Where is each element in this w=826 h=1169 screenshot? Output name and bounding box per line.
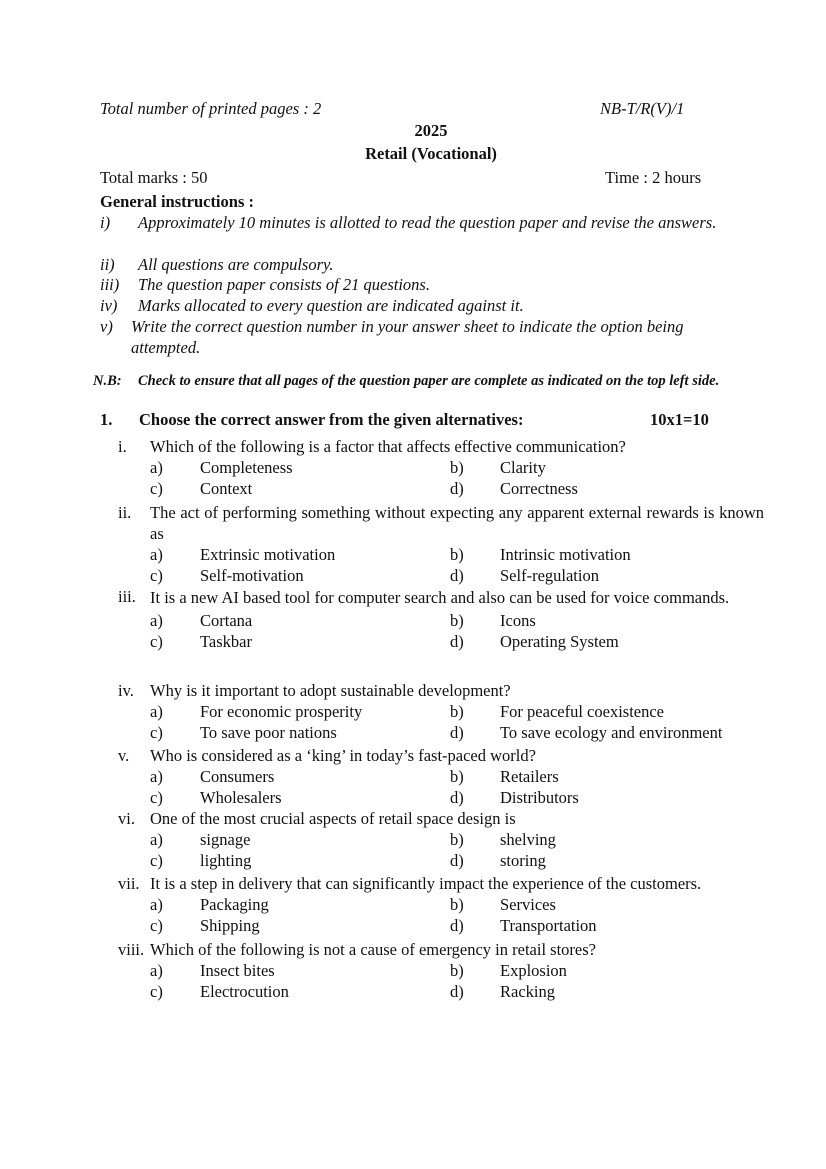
options-row — [150, 981, 764, 1002]
instruction-text: Write the correct question number in your answer sheet to indicate the option being attempted. — [131, 317, 684, 357]
option-letter: c) — [150, 566, 163, 585]
time-allowed: Time : 2 hours — [605, 168, 702, 187]
option-letter: d) — [450, 566, 464, 585]
question-number: vi. — [118, 809, 135, 828]
printed-pages-note: Total number of printed pages : 2 — [100, 99, 322, 118]
question-item — [118, 745, 764, 808]
option-text: shelving — [500, 830, 556, 849]
option-text: To save ecology and environment — [500, 723, 723, 742]
options-row — [150, 915, 764, 936]
question-text: One of the most crucial aspects of retail space design is — [150, 809, 516, 828]
options-row — [150, 787, 764, 808]
option-text: Icons — [500, 611, 536, 630]
option-letter: d) — [450, 851, 464, 870]
question-item — [118, 939, 764, 1002]
option-letter: b) — [450, 961, 464, 980]
option-text: Retailers — [500, 767, 559, 786]
question-number: iv. — [118, 681, 134, 700]
options-row — [150, 701, 764, 722]
instruction-item — [100, 295, 762, 316]
question-item — [118, 436, 764, 499]
option-text: Context — [200, 479, 253, 498]
nb-note — [93, 372, 783, 391]
option-letter: d) — [450, 982, 464, 1001]
question-text: It is a step in delivery that can significantly impact the experience of the customers. — [150, 874, 702, 893]
option-text: Distributors — [500, 788, 579, 807]
instruction-number: iv) — [100, 296, 118, 315]
option-text: signage — [200, 830, 251, 849]
section-number: 1. — [100, 410, 113, 429]
instruction-item — [100, 274, 762, 295]
option-letter: a) — [150, 702, 163, 721]
question-text: Who is considered as a ‘king’ in today’s fast-paced world? — [150, 746, 536, 765]
option-letter: c) — [150, 982, 163, 1001]
option-text: For economic prosperity — [200, 702, 363, 721]
options-row — [150, 766, 764, 787]
option-text: Explosion — [500, 961, 567, 980]
options-row — [150, 829, 764, 850]
option-text: Packaging — [200, 895, 269, 914]
option-letter: a) — [150, 545, 163, 564]
option-letter: d) — [450, 479, 464, 498]
option-text: Extrinsic motivation — [200, 545, 336, 564]
option-text: storing — [500, 851, 546, 870]
section-title: Choose the correct answer from the given alternatives: — [139, 410, 524, 429]
option-text: Correctness — [500, 479, 578, 498]
question-item — [118, 873, 764, 936]
instruction-number: iii) — [100, 275, 120, 294]
option-text: To save poor nations — [200, 723, 337, 742]
option-letter: a) — [150, 961, 163, 980]
instruction-number: ii) — [100, 255, 115, 274]
option-letter: a) — [150, 458, 163, 477]
instruction-text: All questions are compulsory. — [138, 255, 334, 274]
paper-code: NB-T/R(V)/1 — [600, 99, 685, 118]
section-marks: 10x1=10 — [650, 410, 709, 429]
question-text: Which of the following is a factor that affects effective communication? — [150, 437, 626, 456]
question-item — [118, 502, 764, 586]
option-letter: a) — [150, 895, 163, 914]
instructions-heading: General instructions : — [100, 192, 254, 211]
instruction-item — [100, 316, 740, 358]
option-text: Self-motivation — [200, 566, 304, 585]
question-text: Why is it important to adopt sustainable development? — [150, 681, 511, 700]
instruction-number: i) — [100, 213, 111, 232]
option-letter: a) — [150, 830, 163, 849]
option-text: Cortana — [200, 611, 253, 630]
option-text: Operating System — [500, 632, 619, 651]
option-text: Taskbar — [200, 632, 252, 651]
options-row — [150, 565, 764, 586]
option-text: Services — [500, 895, 556, 914]
options-row — [150, 894, 764, 915]
option-letter: b) — [450, 767, 464, 786]
options-row — [150, 850, 764, 871]
option-text: Shipping — [200, 916, 260, 935]
option-letter: c) — [150, 788, 163, 807]
subject-title: Retail (Vocational) — [365, 144, 497, 163]
question-text: Which of the following is not a cause of emergency in retail stores? — [150, 940, 596, 959]
question-item — [118, 586, 764, 652]
options-row — [150, 478, 764, 499]
instruction-number: v) — [100, 317, 113, 336]
option-letter: b) — [450, 895, 464, 914]
question-text: The act of performing something without expecting any apparent external rewards is known as — [150, 503, 764, 543]
option-text: Consumers — [200, 767, 275, 786]
total-marks: Total marks : 50 — [100, 168, 208, 187]
option-text: Transportation — [500, 916, 597, 935]
option-letter: d) — [450, 916, 464, 935]
option-letter: b) — [450, 702, 464, 721]
question-number: ii. — [118, 503, 132, 522]
option-text: For peaceful coexistence — [500, 702, 665, 721]
question-number: v. — [118, 746, 130, 765]
nb-text: Check to ensure that all pages of the question paper are complete as indicated on the top left side. — [138, 373, 720, 389]
options-row — [150, 457, 764, 478]
options-row — [150, 960, 764, 981]
option-letter: b) — [450, 545, 464, 564]
question-item — [118, 808, 764, 871]
option-letter: d) — [450, 788, 464, 807]
options-row — [150, 610, 764, 631]
instruction-text: Marks allocated to every question are indicated against it. — [138, 296, 524, 315]
option-text: lighting — [200, 851, 252, 870]
question-text: It is a new AI based tool for computer search and also can be used for voice commands. — [150, 588, 730, 607]
nb-label: N.B: — [93, 373, 122, 389]
question-number: viii. — [118, 940, 145, 959]
question-item — [118, 680, 764, 743]
options-row — [150, 722, 764, 743]
option-letter: d) — [450, 632, 464, 651]
option-letter: c) — [150, 479, 163, 498]
option-letter: c) — [150, 723, 163, 742]
option-text: Wholesalers — [200, 788, 282, 807]
question-number: i. — [118, 437, 127, 456]
options-row — [150, 631, 764, 652]
instruction-item — [100, 212, 762, 233]
exam-year: 2025 — [414, 121, 448, 140]
option-letter: c) — [150, 851, 163, 870]
option-letter: a) — [150, 767, 163, 786]
option-text: Completeness — [200, 458, 293, 477]
options-row — [150, 544, 764, 565]
option-letter: b) — [450, 611, 464, 630]
option-text: Clarity — [500, 458, 546, 477]
option-letter: b) — [450, 830, 464, 849]
option-text: Self-regulation — [500, 566, 599, 585]
option-text: Intrinsic motivation — [500, 545, 631, 564]
question-number: vii. — [118, 874, 140, 893]
question-number: iii. — [118, 587, 136, 606]
option-letter: c) — [150, 916, 163, 935]
instruction-text: The question paper consists of 21 questions. — [138, 275, 430, 294]
option-letter: a) — [150, 611, 163, 630]
option-letter: c) — [150, 632, 163, 651]
instruction-item — [100, 254, 762, 275]
option-letter: b) — [450, 458, 464, 477]
option-text: Electrocution — [200, 982, 289, 1001]
option-text: Insect bites — [200, 961, 275, 980]
instruction-text: Approximately 10 minutes is allotted to read the question paper and revise the answers. — [138, 213, 717, 232]
option-letter: d) — [450, 723, 464, 742]
option-text: Racking — [500, 982, 555, 1001]
